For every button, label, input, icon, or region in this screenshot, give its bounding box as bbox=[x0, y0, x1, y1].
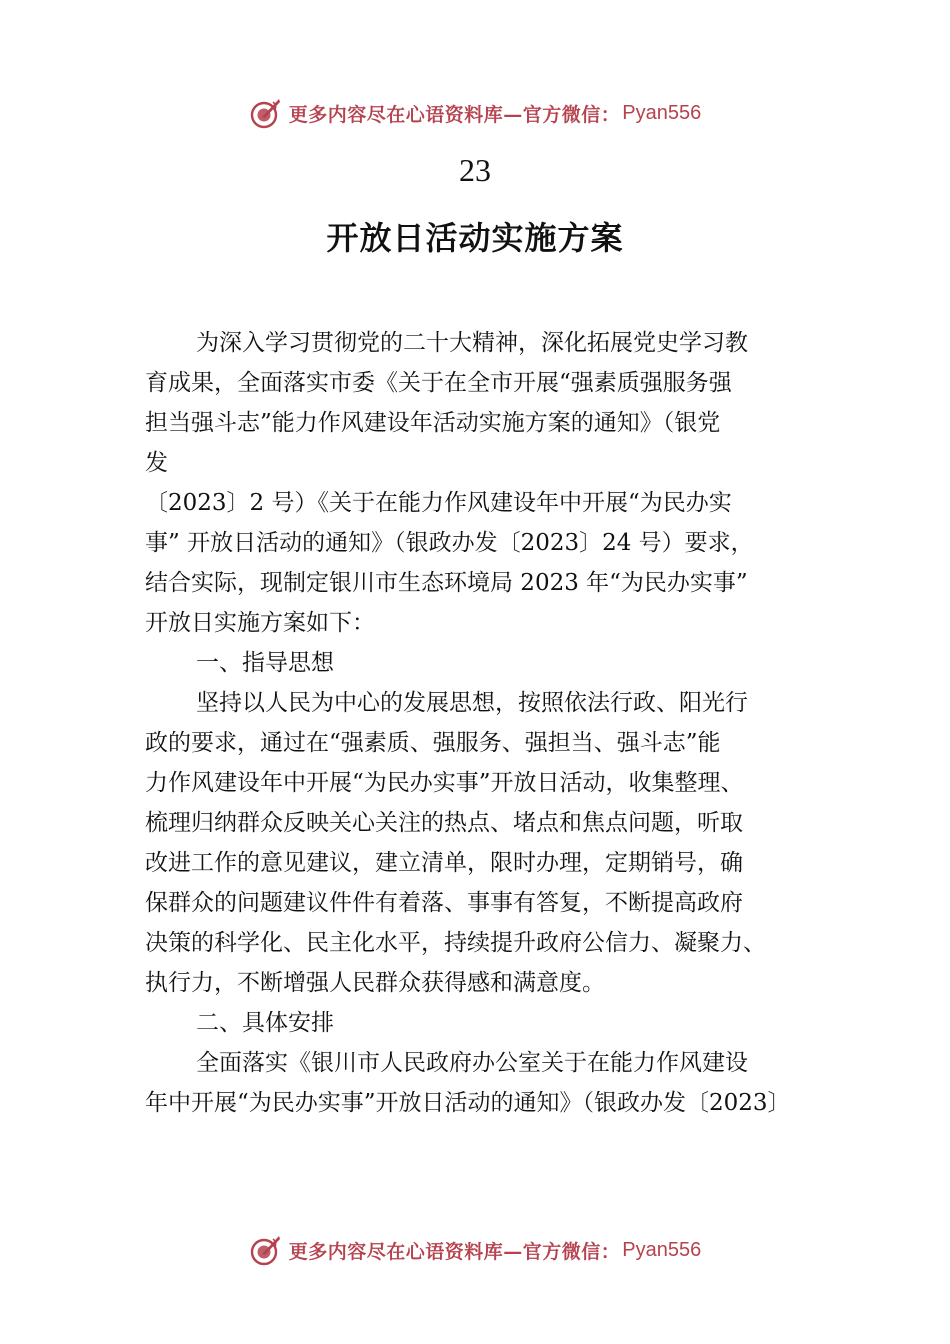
text-line: 发 bbox=[145, 450, 168, 476]
text-line: 梳理归纳群众反映关心关注的热点、堵点和焦点问题，听取 bbox=[145, 810, 743, 836]
text-line: 保群众的问题建议件件有着落、事事有答复，不断提高政府 bbox=[145, 890, 743, 916]
watermark-wechat-id: Pyan556 bbox=[622, 101, 702, 124]
watermark-header bbox=[0, 95, 950, 131]
text-line: 结合实际，现制定银川市生态环境局 2023 年“为民办实事” bbox=[145, 570, 748, 596]
text-line: 年中开展“为民办实事”开放日活动的通知》（银政办发〔2023〕 bbox=[145, 1090, 791, 1116]
text-line: 力作风建设年中开展“为民办实事”开放日活动，收集整理、 bbox=[145, 770, 744, 796]
text-line: 改进工作的意见建议，建立清单，限时办理，定期销号，确 bbox=[145, 850, 743, 876]
paragraph-guiding-thought bbox=[145, 683, 810, 1003]
section-heading-1 bbox=[145, 643, 810, 683]
watermark-text: 更多内容尽在心语资料库—官方微信： bbox=[288, 1240, 621, 1263]
text-line: 政的要求，通过在“强素质、强服务、强担当、强斗志”能 bbox=[145, 730, 721, 756]
text-line: 担当强斗志”能力作风建设年活动实施方案的通知》（银党 bbox=[145, 410, 721, 436]
document-body bbox=[145, 323, 810, 1123]
text-line: 坚持以人民为中心的发展思想，按照依法行政、阳光行 bbox=[196, 690, 748, 716]
text-line: 事” 开放日活动的通知》（银政办发〔2023〕24 号）要求， bbox=[145, 530, 754, 556]
section-heading: 二、具体安排 bbox=[196, 1010, 334, 1036]
section-heading: 一、指导思想 bbox=[196, 650, 334, 676]
watermark-footer bbox=[0, 1232, 950, 1268]
watermark-text: 更多内容尽在心语资料库—官方微信： bbox=[288, 103, 621, 126]
text-line: 决策的科学化、民主化水平，持续提升政府公信力、凝聚力、 bbox=[145, 930, 766, 956]
page-number: 23 bbox=[459, 152, 491, 188]
text-line: 育成果，全面落实市委《关于在全市开展“强素质强服务强 bbox=[145, 370, 732, 396]
text-line: 〔2023〕2 号）《关于在能力作风建设年中开展“为民办实 bbox=[145, 490, 732, 516]
text-line: 全面落实《银川市人民政府办公室关于在能力作风建设 bbox=[196, 1050, 748, 1076]
paragraph-intro bbox=[145, 323, 810, 483]
section-heading-2 bbox=[145, 1003, 810, 1043]
quill-logo-icon bbox=[249, 1233, 283, 1267]
text-line: 开放日实施方案如下： bbox=[145, 610, 375, 636]
document-title: 开放日活动实施方案 bbox=[326, 219, 624, 257]
paragraph-arrangement bbox=[145, 1043, 810, 1123]
paragraph-intro-cont bbox=[145, 483, 810, 643]
quill-logo-icon bbox=[249, 96, 283, 130]
watermark-wechat-id: Pyan556 bbox=[622, 1238, 702, 1261]
text-line: 为深入学习贯彻党的二十大精神，深化拓展党史学习教 bbox=[196, 330, 748, 356]
text-line: 执行力，不断增强人民群众获得感和满意度。 bbox=[145, 970, 605, 996]
